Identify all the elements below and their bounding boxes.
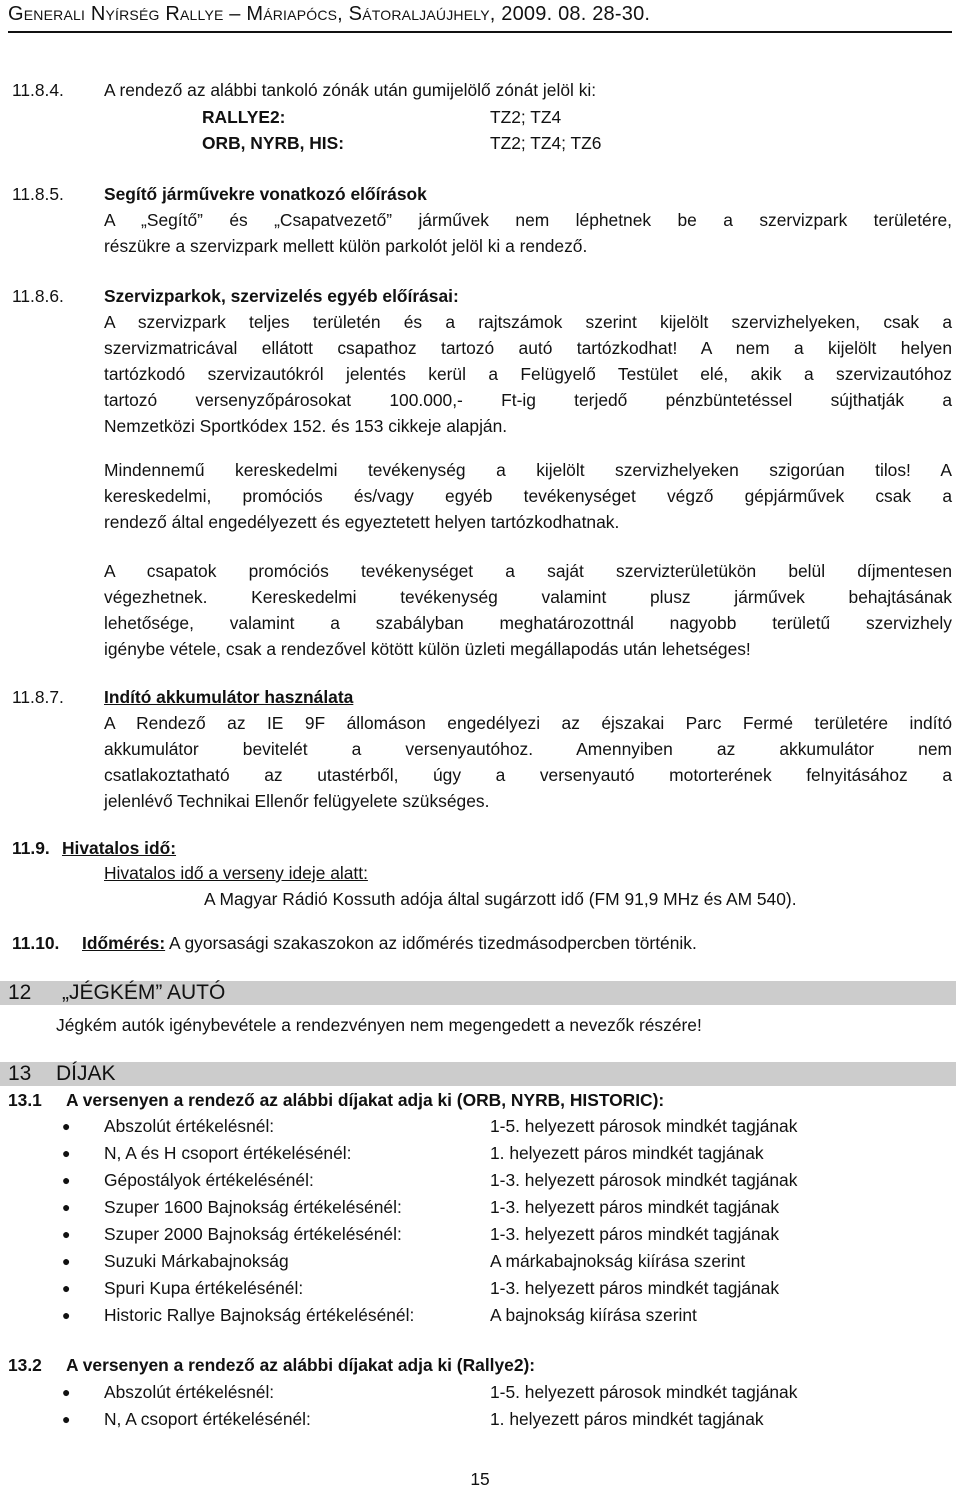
bullet-icon: ● bbox=[62, 1411, 71, 1427]
prize-category: Abszolút értékelésnél: bbox=[104, 1116, 275, 1136]
paragraph-line: A szervizpark teljes területén és a rajtszámok szerint kijelölt szervizhelyeken, csak a bbox=[104, 312, 952, 332]
section-number-11-8-7: 11.8.7. bbox=[12, 687, 64, 707]
bullet-icon: ● bbox=[62, 1280, 71, 1296]
prize-recipients: 1. helyezett páros mindkét tagjának bbox=[490, 1143, 764, 1163]
section-number-11-8-5: 11.8.5. bbox=[12, 184, 64, 204]
paragraph-line: lehetősége, valamint a szabályban meghatározottnál nagyobb területű szervizhely bbox=[104, 613, 952, 633]
running-header: Generali Nyírség Rallye – Máriapócs, Sátoraljaújhely, 2009. 08. 28-30. bbox=[8, 3, 651, 25]
bullet-icon: ● bbox=[62, 1226, 71, 1242]
ice-car-note: Jégkém autók igénybevétele a rendezvényen nem megengedett a nevezők részére! bbox=[56, 1015, 702, 1035]
tyre-zone-value-orb: TZ2; TZ4; TZ6 bbox=[490, 133, 602, 153]
paragraph-line: jelenlévő Technikai Ellenőr felügyelete szükséges. bbox=[104, 791, 490, 811]
section-number-11-10: 11.10. bbox=[12, 933, 60, 953]
prize-recipients: 1-5. helyezett párosok mindkét tagjának bbox=[490, 1382, 798, 1402]
section-title-12: „JÉGKÉM” AUTÓ bbox=[62, 981, 226, 1004]
tyre-zone-label-rallye2: RALLYE2: bbox=[202, 107, 286, 127]
prize-category: Historic Rallye Bajnokság értékelésénél: bbox=[104, 1305, 415, 1325]
bullet-icon: ● bbox=[62, 1253, 71, 1269]
timing-text: A gyorsasági szakaszokon az időmérés tizedmásodpercben történik. bbox=[165, 933, 697, 953]
prize-recipients: 1-3. helyezett páros mindkét tagjának bbox=[490, 1224, 780, 1244]
bullet-icon: ● bbox=[62, 1145, 71, 1161]
section-number-12: 12 bbox=[8, 981, 32, 1004]
bullet-icon: ● bbox=[62, 1118, 71, 1134]
bullet-icon: ● bbox=[62, 1172, 71, 1188]
prize-recipients: 1-5. helyezett párosok mindkét tagjának bbox=[490, 1116, 798, 1136]
section-number-11-8-4: 11.8.4. bbox=[12, 80, 64, 100]
paragraph-line: csatlakoztatható az utastérből, úgy a versenyautó motorterének felnyitásához a bbox=[104, 765, 952, 785]
paragraph-line: részükre a szervizpark mellett külön parkolót jelöl ki a rendező. bbox=[104, 236, 588, 256]
prize-category: N, A és H csoport értékelésénél: bbox=[104, 1143, 352, 1163]
paragraph-line: Nemzetközi Sportkódex 152. és 153 cikkeje alapján. bbox=[104, 416, 508, 436]
paragraph-line: A „Segítő” és „Csapatvezető” járművek nem léphetnek be a szervizpark területére, bbox=[104, 210, 952, 230]
prize-category: N, A csoport értékelésénél: bbox=[104, 1409, 311, 1429]
prize-recipients: 1-3. helyezett párosok mindkét tagjának bbox=[490, 1170, 798, 1190]
section-number-13-1: 13.1 bbox=[8, 1090, 42, 1110]
paragraph-line: végezhetnek. Kereskedelmi tevékenység valamint plusz járművek behajtásának bbox=[104, 587, 952, 607]
prize-recipients: 1-3. helyezett páros mindkét tagjának bbox=[490, 1197, 780, 1217]
section-bar-12 bbox=[0, 981, 956, 1005]
paragraph-line: igénybe vétele, csak a rendezővel kötött külön üzleti megállapodás után lehetséges! bbox=[104, 639, 751, 659]
paragraph-line: akkumulátor bevitelét a versenyautóhoz. Amennyiben az akkumulátor nem bbox=[104, 739, 952, 759]
paragraph-line: rendező által engedélyezett és egyeztetett helyen tartózkodhatnak. bbox=[104, 512, 620, 532]
section-number-13-2: 13.2 bbox=[8, 1355, 42, 1375]
paragraph-line: tartozó versenyzőpárosokat 100.000,- Ft-ig terjedő pénzbüntetéssel sújthatják a bbox=[104, 390, 952, 410]
prize-category: Spuri Kupa értékelésénél: bbox=[104, 1278, 304, 1298]
bullet-icon: ● bbox=[62, 1307, 71, 1323]
prize-category: Gépostályok értékelésénél: bbox=[104, 1170, 314, 1190]
prize-category: Szuper 1600 Bajnokság értékelésénél: bbox=[104, 1197, 402, 1217]
paragraph-line: A Rendező az IE 9F állomáson engedélyezi az éjszakai Parc Fermé területére indító bbox=[104, 713, 952, 733]
section-number-13: 13 bbox=[8, 1062, 32, 1085]
page-number: 15 bbox=[470, 1469, 490, 1489]
section-title-13: DÍJAK bbox=[56, 1062, 116, 1085]
section-title-11-8-5: Segítő járművekre vonatkozó előírások bbox=[104, 184, 427, 204]
prize-category: Suzuki Márkabajnokság bbox=[104, 1251, 289, 1271]
prize-recipients: 1. helyezett páros mindkét tagjának bbox=[490, 1409, 764, 1429]
paragraph-line: Mindennemű kereskedelmi tevékenység a kijelölt szervizhelyeken szigorúan tilos! A bbox=[104, 460, 952, 480]
section-bar-13 bbox=[0, 1062, 956, 1086]
paragraph-line: szervizmatricával ellátott csapathoz tartozó autó tartózkodhat! A nem a kijelölt helyen bbox=[104, 338, 952, 358]
section-title-13-1: A versenyen a rendező az alábbi díjakat adja ki (ORB, NYRB, HISTORIC): bbox=[66, 1090, 665, 1110]
prize-category: Abszolút értékelésnél: bbox=[104, 1382, 275, 1402]
section-title-11-8-7: Indító akkumulátor használata bbox=[104, 687, 354, 707]
bullet-icon: ● bbox=[62, 1384, 71, 1400]
section-text-11-8-4: A rendező az alábbi tankoló zónák után gumijelölő zónát jelöl ki: bbox=[104, 80, 597, 100]
tyre-zone-value-rallye2: TZ2; TZ4 bbox=[490, 107, 562, 127]
section-title-11-10: Időmérés: bbox=[82, 933, 166, 953]
paragraph-line: A csapatok promóciós tevékenységet a saját szervizterületükön belül díjmentesen bbox=[104, 561, 952, 581]
header-rule bbox=[8, 31, 952, 33]
section-text-11-10 bbox=[82, 930, 697, 956]
section-title-11-8-6: Szervizparkok, szervizelés egyéb előírásai: bbox=[104, 286, 459, 306]
official-time-source: A Magyar Rádió Kossuth adója által sugárzott idő (FM 91,9 MHz és AM 540). bbox=[204, 889, 797, 909]
section-number-11-9: 11.9. bbox=[12, 838, 50, 858]
official-time-subtitle: Hivatalos idő a verseny ideje alatt: bbox=[104, 863, 368, 883]
paragraph-line: tartózkodó szervizautókról jelentés kerül a Felügyelő Testület elé, akik a szervizautóhoz bbox=[104, 364, 952, 384]
prize-recipients: A márkabajnokság kiírása szerint bbox=[490, 1251, 746, 1271]
section-number-11-8-6: 11.8.6. bbox=[12, 286, 64, 306]
section-title-13-2: A versenyen a rendező az alábbi díjakat adja ki (Rallye2): bbox=[66, 1355, 536, 1375]
prize-category: Szuper 2000 Bajnokság értékelésénél: bbox=[104, 1224, 402, 1244]
section-title-11-9: Hivatalos idő: bbox=[62, 838, 177, 858]
prize-recipients: 1-3. helyezett páros mindkét tagjának bbox=[490, 1278, 780, 1298]
tyre-zone-label-orb: ORB, NYRB, HIS: bbox=[202, 133, 345, 153]
prize-recipients: A bajnokság kiírása szerint bbox=[490, 1305, 697, 1325]
bullet-icon: ● bbox=[62, 1199, 71, 1215]
paragraph-line: kereskedelmi, promóciós és/vagy egyéb tevékenységet végző gépjárművek csak a bbox=[104, 486, 952, 506]
